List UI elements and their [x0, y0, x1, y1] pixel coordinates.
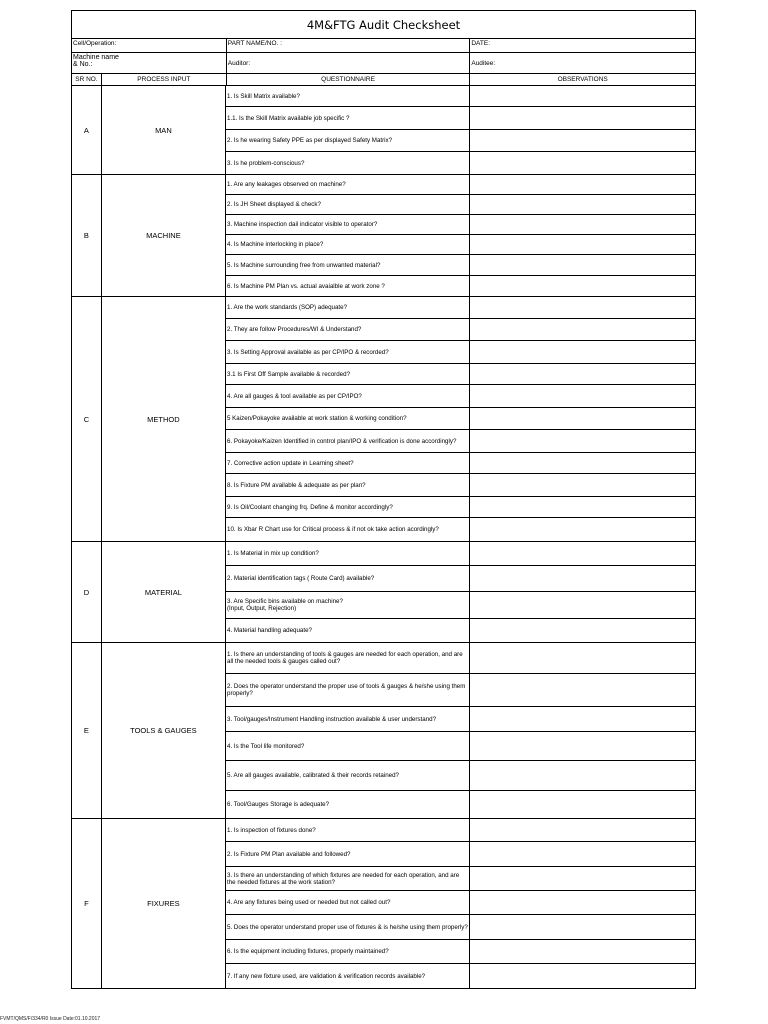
- question-rows: [226, 542, 695, 642]
- question-row: [226, 255, 695, 276]
- question-text: 2. Does the operator understand the proper use of tools & gauges & he/she using them properly?: [226, 674, 470, 706]
- question-row: [226, 430, 695, 453]
- section-sr-no: E: [72, 643, 102, 818]
- question-row: [226, 364, 695, 385]
- section-f: [72, 819, 695, 988]
- observation-cell[interactable]: [470, 385, 695, 407]
- observation-cell[interactable]: [470, 867, 695, 890]
- question-text: 10. Is Xbar R Chart use for Critical process & if not ok take action acordingly?: [226, 518, 470, 541]
- observation-cell[interactable]: [470, 430, 695, 452]
- question-text: 1. Is there an understanding of tools & gauges are needed for each operation, and are all the needed tools & gauges called out?: [226, 643, 470, 673]
- question-text: 1. Are any leakages observed on machine?: [226, 175, 470, 194]
- observation-cell[interactable]: [470, 453, 695, 473]
- question-text: 6. Tool/Gauges Storage is adequate?: [226, 791, 470, 818]
- observation-cell[interactable]: [470, 891, 695, 914]
- section-e: [72, 643, 695, 819]
- question-text: 9. Is Oil/Coolant changing frq. Define & monitor accordingly?: [226, 497, 470, 517]
- question-row: [226, 297, 695, 319]
- question-text: 7. Corrective action update in Learning sheet?: [226, 453, 470, 473]
- section-process-input: MACHINE: [102, 175, 226, 296]
- question-row: [226, 341, 695, 364]
- question-text: 7. If any new fixture used, are validation & verification records available?: [226, 964, 470, 988]
- observation-cell[interactable]: [470, 497, 695, 517]
- observation-cell[interactable]: [470, 791, 695, 818]
- question-text: 1. Is Material in mix up condition?: [226, 542, 470, 565]
- section-process-input: MATERIAL: [102, 542, 226, 642]
- observation-cell[interactable]: [470, 195, 695, 214]
- section-b: [72, 175, 695, 297]
- question-row: [226, 891, 695, 915]
- observation-cell[interactable]: [470, 940, 695, 963]
- question-text: 2. Is he wearing Safety PPE as per displayed Safety Matrix?: [226, 130, 470, 151]
- section-sr-no: F: [72, 819, 102, 988]
- question-row: [226, 940, 695, 964]
- observation-cell[interactable]: [470, 761, 695, 790]
- question-row: [226, 592, 695, 619]
- question-text: 2. Material identification tags ( Route Card) available?: [226, 566, 470, 591]
- observation-cell[interactable]: [470, 643, 695, 673]
- observation-cell[interactable]: [470, 255, 695, 275]
- section-process-input: FIXURES: [102, 819, 226, 988]
- question-row: [226, 964, 695, 988]
- question-rows: [226, 643, 695, 818]
- question-text: 5 Kaizen/Pokayoke available at work station & working condition?: [226, 408, 470, 429]
- question-row: [226, 915, 695, 940]
- question-text: 2. They are follow Procedures/WI & Understand?: [226, 319, 470, 340]
- question-row: [226, 130, 695, 152]
- question-text: 8. Is Fixture PM available & adequate as per plan?: [226, 474, 470, 496]
- question-row: [226, 643, 695, 674]
- sheet-title: 4M&FTG Audit Checksheet: [72, 11, 695, 39]
- question-row: [226, 791, 695, 818]
- observation-cell[interactable]: [470, 964, 695, 988]
- column-headers: [72, 74, 695, 86]
- col-header-questionnaire: QUESTIONNAIRE: [227, 74, 471, 85]
- section-sr-no: C: [72, 297, 102, 541]
- observation-cell[interactable]: [470, 86, 695, 106]
- section-process-input: TOOLS & GAUGES: [102, 643, 226, 818]
- auditee-field[interactable]: Auditee:: [471, 59, 496, 67]
- observation-cell[interactable]: [470, 819, 695, 841]
- question-text: 4. Are all gauges & tool available as per CP/IPO?: [226, 385, 470, 407]
- section-process-input: METHOD: [102, 297, 226, 541]
- section-sr-no: D: [72, 542, 102, 642]
- question-text: 4. Is the Tool life monitored?: [226, 732, 470, 760]
- sections-body: [72, 86, 695, 988]
- observation-cell[interactable]: [470, 215, 695, 234]
- question-row: [226, 215, 695, 235]
- question-row: [226, 152, 695, 174]
- observation-cell[interactable]: [470, 915, 695, 939]
- question-row: [226, 319, 695, 341]
- question-row: [226, 707, 695, 732]
- question-text: 1. Is inspection of fixtures done?: [226, 819, 470, 841]
- observation-cell[interactable]: [470, 842, 695, 866]
- question-row: [226, 619, 695, 642]
- part-name-field[interactable]: PART NAME/NO. :: [227, 39, 471, 52]
- section-a: [72, 86, 695, 175]
- document-footer: FVMT/QMS/F/334/R0 Issue Date:01.10.2017: [0, 1016, 101, 1022]
- question-text: 1.1. Is the Skill Matrix available job specific ?: [226, 107, 470, 129]
- question-text: 5. Are all gauges available, calibrated & their records retained?: [226, 761, 470, 790]
- question-rows: [226, 819, 695, 988]
- question-text: 3. Is he problem-conscious?: [226, 152, 470, 174]
- observation-cell[interactable]: [470, 364, 695, 384]
- header-row-2: [72, 53, 695, 74]
- section-c: [72, 297, 695, 542]
- question-row: [226, 518, 695, 541]
- question-row: [226, 867, 695, 891]
- col-header-sr-no: SR NO.: [72, 74, 102, 85]
- question-text: 6. Pokayoke/Kaizen Identified in control plan/IPO & verification is done accordingly?: [226, 430, 470, 452]
- question-text: 5. Does the operator understand proper use of fixtures & is he/she using them properly?: [226, 915, 470, 939]
- question-text: 4. Are any fixtures being used or needed but not called out?: [226, 891, 470, 914]
- col-header-process-input: PROCESS INPUT: [102, 74, 227, 85]
- question-row: [226, 542, 695, 566]
- header-row-1: [72, 39, 695, 53]
- observation-cell[interactable]: [470, 542, 695, 565]
- question-row: [226, 175, 695, 195]
- question-text: 6. Is Machine PM Plan vs. actual avaialble at work zone ?: [226, 276, 470, 296]
- col-header-observations: OBSERVATIONS: [557, 76, 608, 83]
- auditor-field[interactable]: Auditor:: [227, 53, 471, 73]
- question-text: 6. Is the equipment including fixtures, properly maintained?: [226, 940, 470, 963]
- question-row: [226, 107, 695, 130]
- date-field[interactable]: DATE:: [471, 40, 491, 47]
- question-rows: [226, 297, 695, 541]
- question-row: [226, 819, 695, 842]
- section-sr-no: A: [72, 86, 102, 174]
- question-row: [226, 235, 695, 255]
- section-sr-no: B: [72, 175, 102, 296]
- question-text: 2. Is JH Sheet displayed & check?: [226, 195, 470, 214]
- observation-cell[interactable]: [470, 408, 695, 429]
- question-row: [226, 566, 695, 592]
- observation-cell[interactable]: [470, 341, 695, 363]
- observation-cell[interactable]: [470, 619, 695, 642]
- question-row: [226, 276, 695, 296]
- question-rows: [226, 86, 695, 174]
- observation-cell[interactable]: [470, 175, 695, 194]
- observation-cell[interactable]: [470, 130, 695, 151]
- observation-cell[interactable]: [470, 107, 695, 129]
- question-row: [226, 408, 695, 430]
- cell-operation-field[interactable]: Cell/Operation:: [72, 39, 227, 52]
- question-text: 2. Is Fixture PM Plan available and followed?: [226, 842, 470, 866]
- question-text: 3. Machine inspection dail indicator visible to operator?: [226, 215, 470, 234]
- question-text: 4. Material handling adequate?: [226, 619, 470, 642]
- observation-cell[interactable]: [470, 592, 695, 618]
- observation-cell[interactable]: [470, 566, 695, 591]
- audit-checksheet: [71, 10, 696, 989]
- question-text: 3.1 Is First Off Sample available & recorded?: [226, 364, 470, 384]
- question-row: [226, 385, 695, 408]
- question-rows: [226, 175, 695, 296]
- question-row: [226, 474, 695, 497]
- question-row: [226, 732, 695, 761]
- question-row: [226, 195, 695, 215]
- question-text: 5. Is Machine surrounding free from unwanted material?: [226, 255, 470, 275]
- observation-cell[interactable]: [470, 235, 695, 254]
- observation-cell[interactable]: [470, 732, 695, 760]
- question-row: [226, 453, 695, 474]
- question-text: 3. Tool/gauges/Instrument Handling instruction available & user understand?: [226, 707, 470, 731]
- observation-cell[interactable]: [470, 518, 695, 541]
- machine-name-field[interactable]: Machine name & No.:: [72, 53, 227, 73]
- question-text: 1. Is Skill Matrix available?: [226, 86, 470, 106]
- question-row: [226, 674, 695, 707]
- observation-cell[interactable]: [470, 297, 695, 318]
- observation-cell[interactable]: [470, 707, 695, 731]
- question-row: [226, 842, 695, 867]
- question-text: 4. Is Machine interlocking in place?: [226, 235, 470, 254]
- observation-cell[interactable]: [470, 276, 695, 296]
- observation-cell[interactable]: [470, 152, 695, 174]
- question-text: 3. Is there an understanding of which fixtures are needed for each operation, and are the needed fixtures at the work station?: [226, 867, 470, 890]
- observation-cell[interactable]: [470, 319, 695, 340]
- question-row: [226, 86, 695, 107]
- question-text: 3. Is Setting Approval available as per CP/IPO & recorded?: [226, 341, 470, 363]
- question-text: 1. Are the work standards (SOP) adequate?: [226, 297, 470, 318]
- section-process-input: MAN: [102, 86, 226, 174]
- question-row: [226, 761, 695, 791]
- section-d: [72, 542, 695, 643]
- question-row: [226, 497, 695, 518]
- observation-cell[interactable]: [470, 674, 695, 706]
- observation-cell[interactable]: [470, 474, 695, 496]
- question-text: 3. Are Specific bins available on machine? (Input, Output, Rejection): [226, 592, 470, 618]
